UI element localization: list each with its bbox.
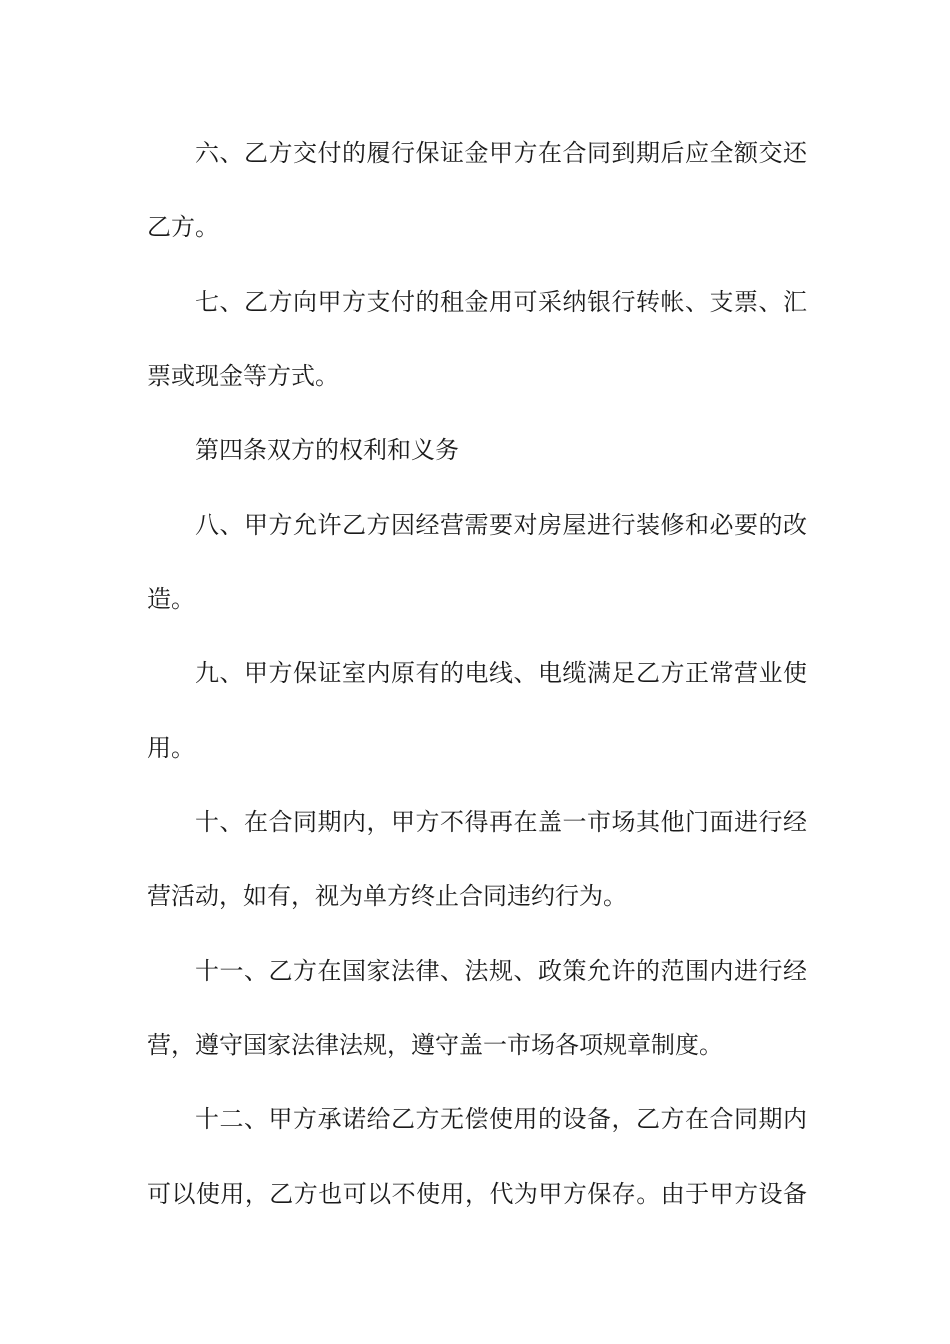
- paragraph-9-line-2: 用。: [147, 734, 195, 762]
- paragraph-10-line-2: 营活动，如有，视为单方终止合同违约行为。: [147, 882, 627, 910]
- paragraph-6-line-2: 乙方。: [147, 213, 219, 241]
- paragraph-7-line-1: 七、乙方向甲方支付的租金用可采纳银行转帐、支票、汇: [195, 288, 807, 316]
- paragraph-8-line-2: 造。: [147, 585, 195, 613]
- paragraph-12-line-1: 十二、甲方承诺给乙方无偿使用的设备，乙方在合同期内: [195, 1105, 807, 1133]
- paragraph-9-line-1: 九、甲方保证室内原有的电线、电缆满足乙方正常营业使: [195, 659, 807, 687]
- paragraph-6-line-1: 六、乙方交付的履行保证金甲方在合同到期后应全额交还: [195, 139, 807, 167]
- section-heading-article-4: 第四条双方的权利和义务: [195, 436, 459, 464]
- paragraph-11-line-2: 营，遵守国家法律法规，遵守盖一市场各项规章制度。: [147, 1031, 723, 1059]
- paragraph-10-line-1: 十、在合同期内，甲方不得再在盖一市场其他门面进行经: [195, 808, 807, 836]
- paragraph-12-line-2: 可以使用，乙方也可以不使用，代为甲方保存。由于甲方设备: [147, 1180, 807, 1208]
- paragraph-8-line-1: 八、甲方允许乙方因经营需要对房屋进行装修和必要的改: [195, 511, 807, 539]
- paragraph-11-line-1: 十一、乙方在国家法律、法规、政策允许的范围内进行经: [195, 957, 807, 985]
- paragraph-7-line-2: 票或现金等方式。: [147, 362, 339, 390]
